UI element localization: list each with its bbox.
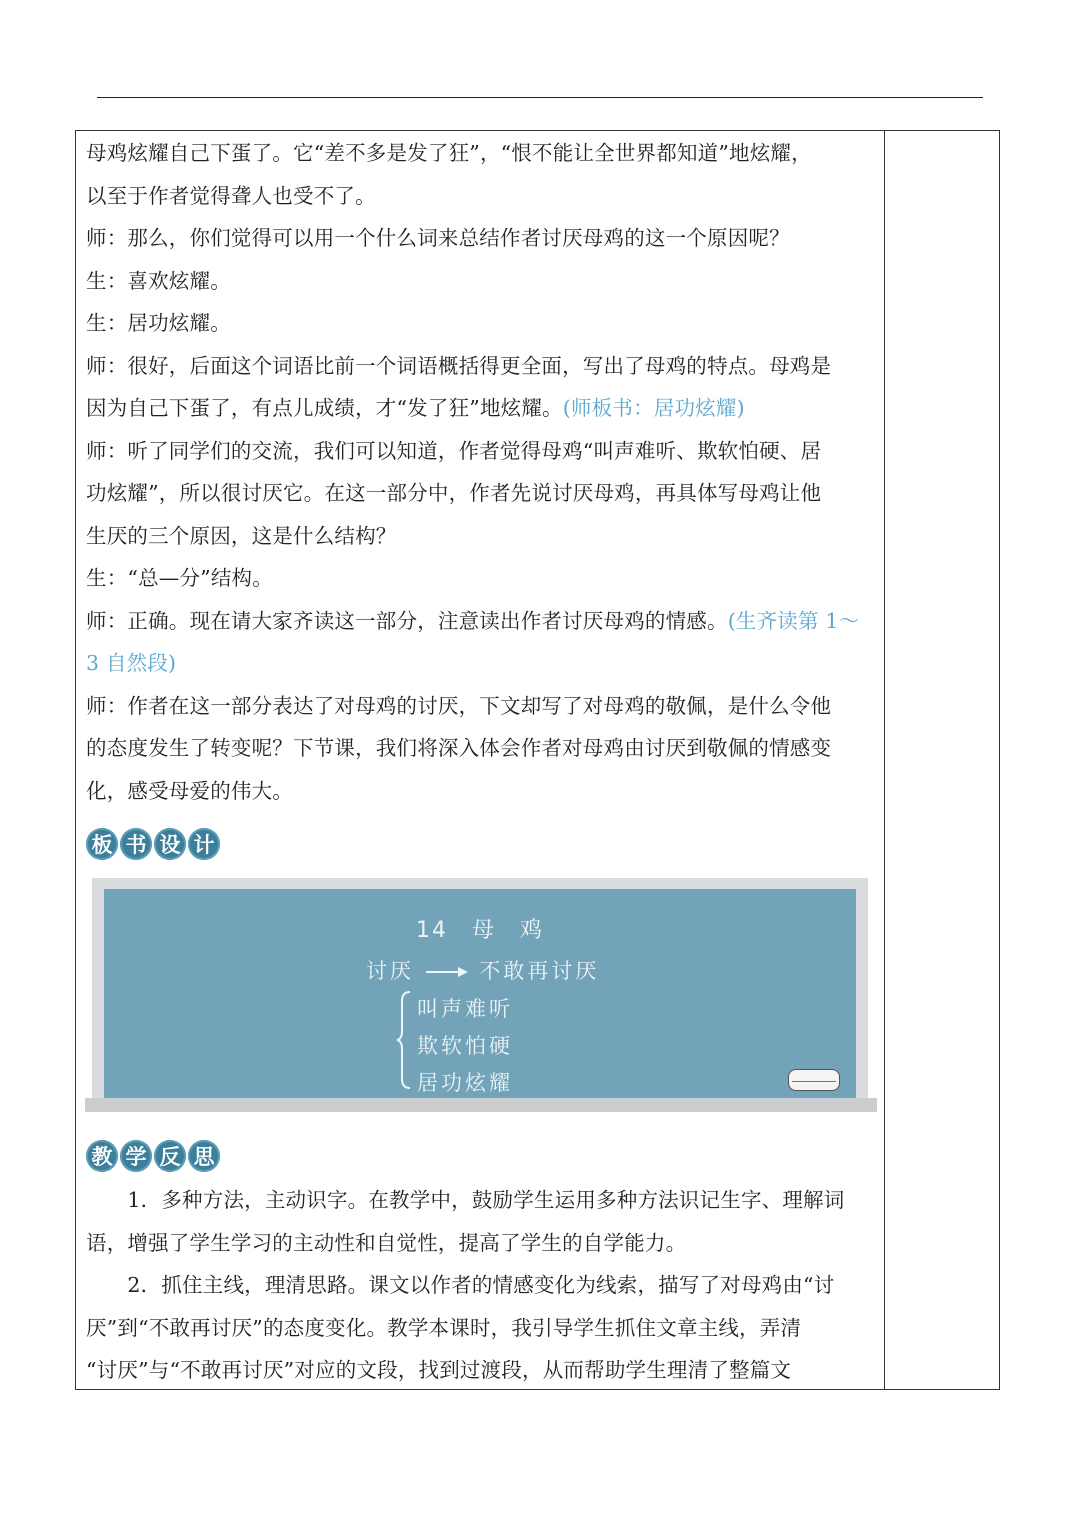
blackboard-reason: 居功炫耀: [417, 1071, 513, 1095]
blackboard-illustration: [85, 878, 877, 1112]
lesson-line-text: 生：“总—分”结构。: [86, 566, 273, 590]
lesson-line-text: 师：那么，你们觉得可以用一个什么词来总结作者讨厌母鸡的这一个原因呢？: [86, 226, 790, 250]
heading-char-badge: 学: [120, 1140, 152, 1172]
blackboard-reason: 叫声难听: [417, 997, 513, 1021]
blackboard: [104, 889, 856, 1100]
header-rule: [97, 97, 983, 98]
heading-char-badge: 反: [154, 1140, 186, 1172]
lesson-line-text: 化，感受母爱的伟大。: [86, 778, 293, 803]
lesson-line: [86, 345, 876, 388]
lesson-line-text: 功炫耀”，所以很讨厌它。在这一部分中，作者先说讨厌母鸡，再具体写母鸡让他: [86, 481, 822, 505]
heading-char-badge: 板: [86, 828, 118, 860]
heading-char-badge: 书: [120, 828, 152, 860]
lesson-line: [86, 727, 876, 770]
lesson-line-text: 的态度发生了转变呢？下节课，我们将深入体会作者对母鸡由讨厌到敬佩的情感变: [86, 736, 832, 760]
lesson-line: [86, 175, 876, 218]
lesson-line: [86, 557, 876, 600]
lesson-line: [86, 642, 876, 685]
arrow-right-icon: [424, 965, 470, 979]
lesson-line-text: 母鸡炫耀自己下蛋了。它“差不多是发了狂”，“恨不能让全世界都知道”地炫耀，: [86, 141, 812, 165]
lesson-line-text: 以至于作者觉得聋人也受不了。: [86, 183, 376, 208]
blackboard-reason: 欺软怕硬: [417, 1034, 513, 1058]
reflection-line: 2．抓住主线，理清思路。课文以作者的情感变化为线索，描写了对母鸡由“讨: [86, 1273, 835, 1297]
blackboard-change-row: [366, 955, 599, 985]
lesson-line-text: 生厌的三个原因，这是什么结构？: [86, 523, 397, 548]
heading-char-badge: 设: [154, 828, 186, 860]
lesson-line-text: 师：正确。现在请大家齐读这一部分，注意读出作者讨厌母鸡的情感。: [86, 608, 728, 633]
lesson-line: [86, 260, 876, 303]
reflection-content: [86, 1179, 876, 1392]
blackboard-title: 14 母 鸡: [416, 918, 544, 943]
reflection-line: 1．多种方法，主动识字。在教学中，鼓励学生运用多种方法识记生字、理解词: [86, 1188, 845, 1212]
notes-column-divider: [884, 130, 885, 1390]
eraser-icon: [788, 1069, 840, 1091]
chalk-ledge: [85, 1098, 877, 1112]
lesson-line-text: 师：听了同学们的交流，我们可以知道，作者觉得母鸡“叫声难听、欺软怕硬、居: [86, 438, 822, 463]
reflection-line: “讨厌”与“不敢再讨厌”对应的文段，找到过渡段，从而帮助学生理清了整篇文: [86, 1358, 792, 1382]
lesson-line-text: 因为自己下蛋了，有点儿成绩，才“发了狂”地炫耀。: [86, 396, 563, 420]
heading-char-badge: 教: [86, 1140, 118, 1172]
teaching-note: 3 自然段): [86, 651, 177, 675]
lesson-line: [86, 217, 876, 260]
lesson-line: [86, 430, 876, 473]
lesson-line: [86, 302, 876, 345]
lesson-line: [86, 770, 876, 813]
heading-char-badge: 思: [188, 1140, 220, 1172]
teaching-note: (师板书：居功炫耀): [562, 396, 745, 420]
lesson-line: [86, 685, 876, 728]
blackboard-from: 讨厌: [366, 959, 414, 983]
blackboard-to: 不敢再讨厌: [479, 959, 600, 983]
lesson-line-text: 生：喜欢炫耀。: [86, 268, 231, 293]
blackboard-heading: [86, 816, 220, 866]
reflection-line: 厌”到“不敢再讨厌”的态度变化。教学本课时，我引导学生抓住文章主线，弄清: [86, 1315, 802, 1340]
lesson-line-text: 师：很好，后面这个词语比前一个词语概括得更全面，写出了母鸡的特点。母鸡是: [86, 353, 832, 378]
reflection-heading: [86, 1128, 220, 1178]
lesson-line: [86, 387, 876, 430]
teaching-note: (生齐读第 1～: [727, 608, 860, 633]
lesson-line: [86, 600, 876, 643]
lesson-line: [86, 472, 876, 515]
lesson-content: [86, 132, 876, 812]
lesson-line: [86, 132, 876, 175]
reflection-line: 语，增强了学生学习的主动性和自觉性，提高了学生的自学能力。: [86, 1230, 687, 1255]
lesson-line-text: 生：居功炫耀。: [86, 311, 231, 335]
lesson-line-text: 师：作者在这一部分表达了对母鸡的讨厌，下文却写了对母鸡的敬佩，是什么令他: [86, 693, 832, 718]
heading-char-badge: 计: [188, 828, 220, 860]
brace-icon: [396, 989, 414, 1091]
lesson-line: [86, 515, 876, 558]
